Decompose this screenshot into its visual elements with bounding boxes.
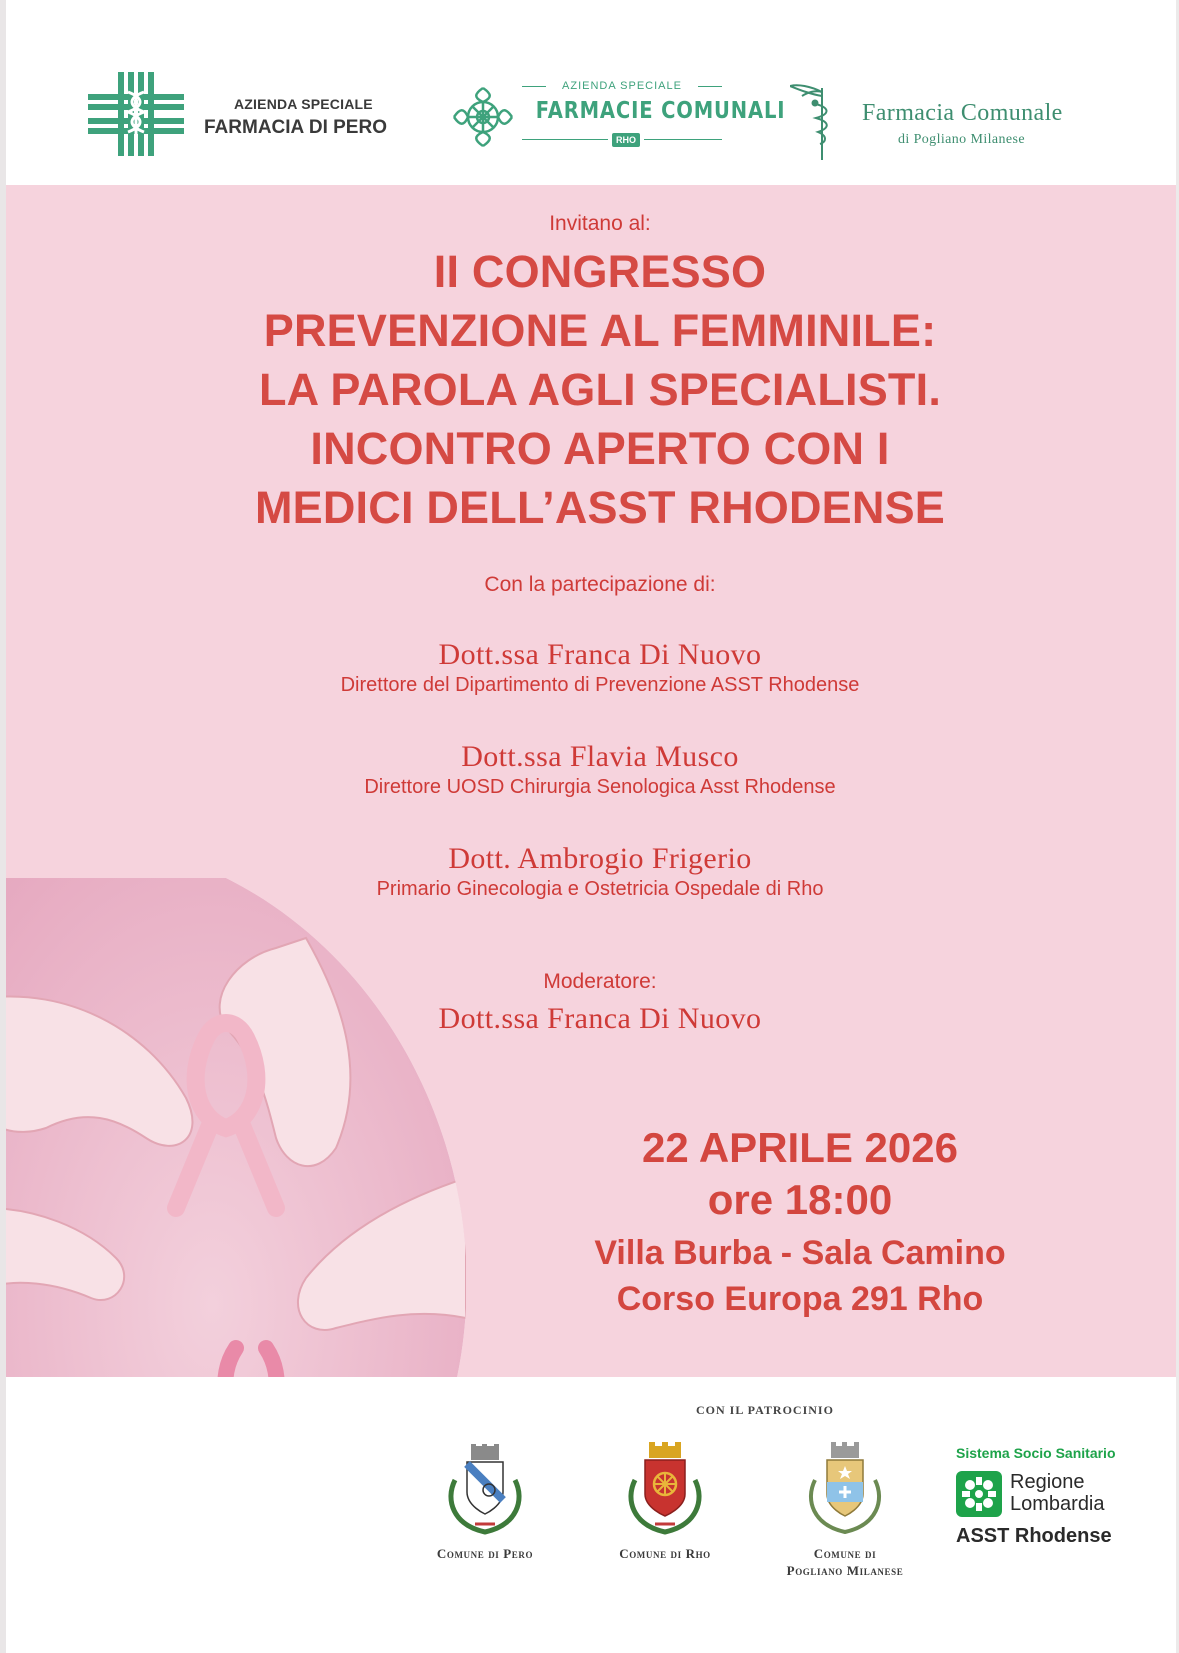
logo-pero-line2: FARMACIA DI PERO	[204, 117, 387, 138]
moderator-label: Moderatore:	[543, 970, 657, 993]
logo-rho-rule	[522, 139, 608, 140]
comune-name: Comune di	[813, 1546, 877, 1561]
comune-rho	[590, 1440, 740, 1562]
pharmacy-cross-caduceus-icon	[88, 72, 184, 156]
regione-name-line1: Regione	[1010, 1471, 1085, 1493]
comune-name: Pogliano Milanese	[786, 1563, 904, 1578]
participation-label: Con la partecipazione di:	[484, 573, 716, 596]
comune-pogliano-milanese	[760, 1440, 930, 1579]
wheel-emblem-icon	[452, 86, 514, 148]
speaker-role: Direttore UOSD Chirurgia Senologica Asst Rhodense	[364, 776, 836, 798]
comune-name: Comune di Rho	[619, 1546, 711, 1561]
regione-lombardia-rose-icon	[956, 1471, 1002, 1517]
logo-pero-line1: AZIENDA SPECIALE	[234, 96, 373, 112]
event-time: ore 18:00	[707, 1176, 893, 1223]
regione-system-label: Sistema Socio Sanitario	[956, 1445, 1116, 1461]
coat-of-arms-rho-icon	[625, 1440, 705, 1540]
logo-farmacie-comunali-rho	[452, 76, 786, 166]
logo-rho-line1: AZIENDA SPECIALE	[562, 80, 682, 92]
congress-title-line: INCONTRO APERTO CON I	[310, 423, 890, 474]
speaker-block	[0, 638, 1179, 697]
event-details	[540, 1122, 1060, 1322]
comune-name: Comune di Pero	[436, 1546, 534, 1561]
congress-title	[0, 242, 1179, 537]
logo-farmacia-di-pero	[88, 72, 408, 162]
speaker-block	[0, 842, 1179, 901]
logo-rho-line3: RHO	[612, 133, 640, 147]
congress-title-line: MEDICI DELL’ASST RHODENSE	[254, 482, 946, 533]
logo-pogliano-line2: di Pogliano Milanese	[898, 132, 1025, 147]
logo-rho-rule	[644, 139, 722, 140]
speaker-name: Dott.ssa Franca Di Nuovo	[438, 638, 762, 671]
asst-rhodense-label: ASST Rhodense	[956, 1525, 1112, 1547]
speaker-role: Primario Ginecologia e Ostetricia Ospedale di Rho	[376, 878, 824, 900]
speaker-block	[0, 740, 1179, 799]
regione-lombardia-asst-logo	[950, 1445, 1150, 1565]
congress-title-line: PREVENZIONE AL FEMMINILE:	[263, 305, 937, 356]
regione-name-line2: Lombardia	[1010, 1493, 1105, 1515]
event-date: 22 APRILE 2026	[642, 1124, 958, 1171]
logo-farmacia-comunale-pogliano	[790, 82, 1130, 172]
event-venue: Villa Burba - Sala Camino	[594, 1234, 1006, 1272]
congress-title-line: LA PAROLA AGLI SPECIALISTI.	[258, 364, 942, 415]
speaker-name: Dott. Ambrogio Frigerio	[448, 842, 752, 875]
congress-title-line: II CONGRESSO	[433, 246, 767, 297]
speaker-role: Direttore del Dipartimento di Prevenzione ASST Rhodense	[340, 674, 860, 696]
comune-pero	[410, 1440, 560, 1562]
patronage-label: CON IL PATROCINIO	[696, 1403, 834, 1417]
logo-rho-line2: FARMACIE COMUNALI	[535, 98, 786, 124]
speaker-name: Dott.ssa Flavia Musco	[461, 740, 739, 773]
invite-intro: Invitano al:	[549, 212, 651, 235]
coat-of-arms-pogliano-icon	[805, 1440, 885, 1540]
moderator-name: Dott.ssa Franca Di Nuovo	[438, 1002, 762, 1035]
event-address: Corso Europa 291 Rho	[616, 1280, 984, 1318]
coat-of-arms-pero-icon	[445, 1440, 525, 1540]
logo-pogliano-line1: Farmacia Comunale	[862, 100, 1063, 126]
caduceus-icon	[790, 82, 854, 162]
